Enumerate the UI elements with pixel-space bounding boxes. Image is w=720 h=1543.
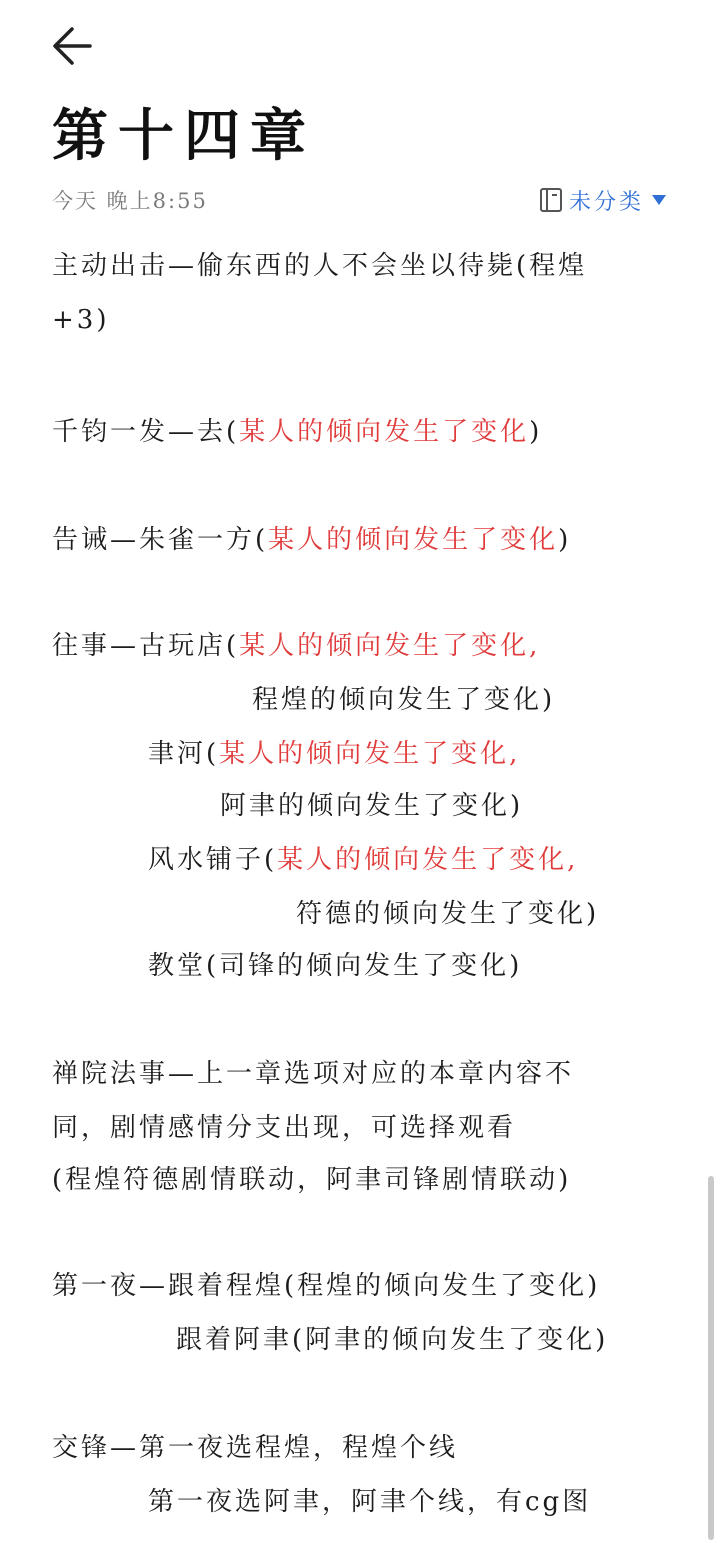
body-line: +3) (52, 305, 110, 335)
highlight-text: 某人的倾向发生了变化, (219, 739, 521, 769)
body-line: 第一夜选阿聿，阿聿个线，有cg图 (148, 1487, 592, 1517)
scrollbar[interactable] (708, 1176, 714, 1540)
arrow-left-icon (50, 24, 94, 68)
category-label: 未分类 (568, 189, 644, 215)
body-line: 告诫—朱雀一方(某人的倾向发生了变化) (52, 525, 572, 555)
body-line: 跟着阿聿(阿聿的倾向发生了变化) (176, 1325, 609, 1355)
note-title[interactable]: 第十四章 (52, 103, 316, 169)
notebook-icon (539, 187, 563, 213)
body-line: 禅院法事—上一章选项对应的本章内容不 (52, 1059, 575, 1089)
body-line: 风水铺子(某人的倾向发生了变化, (148, 845, 579, 875)
body-line: 同，剧情感情分支出现，可选择观看 (52, 1113, 517, 1143)
body-line: 主动出击—偷东西的人不会坐以待毙(程煌 (52, 251, 588, 281)
body-line: (程煌符德剧情联动，阿聿司锋剧情联动) (52, 1165, 572, 1195)
body-line: 交锋—第一夜选程煌，程煌个线 (52, 1433, 459, 1463)
back-button[interactable] (44, 20, 100, 72)
body-line: 阿聿的倾向发生了变化) (220, 791, 524, 821)
highlight-text: 某人的倾向发生了变化 (239, 417, 530, 447)
body-line: 教堂(司锋的倾向发生了变化) (148, 951, 523, 981)
category-selector[interactable] (539, 185, 668, 216)
body-line: 程煌的倾向发生了变化) (252, 685, 556, 715)
body-line: 千钧一发—去(某人的倾向发生了变化) (52, 417, 543, 447)
timestamp: 今天 晚上8:55 (52, 189, 208, 213)
triangle-down-icon (650, 193, 668, 207)
body-line: 第一夜—跟着程煌(程煌的倾向发生了变化) (52, 1271, 601, 1301)
highlight-text: 某人的倾向发生了变化 (268, 525, 559, 555)
body-line: 聿河(某人的倾向发生了变化, (148, 739, 521, 769)
body-line: 符德的倾向发生了变化) (296, 899, 600, 929)
highlight-text: 某人的倾向发生了变化, (277, 845, 579, 875)
body-line: 往事—古玩店(某人的倾向发生了变化, (52, 631, 541, 661)
highlight-text: 某人的倾向发生了变化, (239, 631, 541, 661)
note-meta (52, 182, 668, 218)
